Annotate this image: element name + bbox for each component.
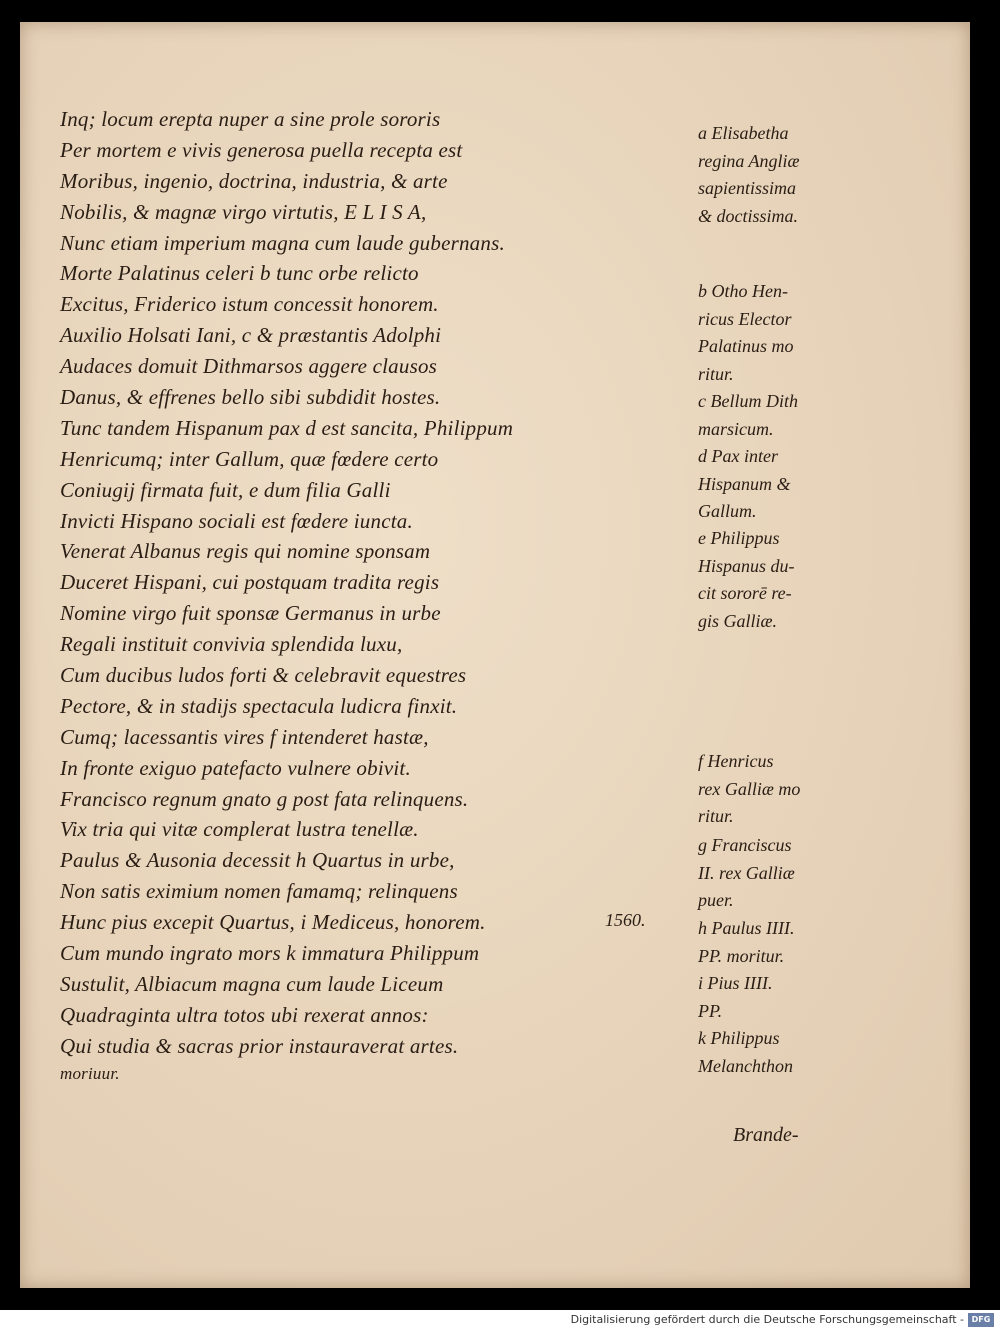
verse-line: Vix tria qui vitæ complerat lustra tenellæ. <box>60 817 419 842</box>
verse-line: Excitus, Friderico istum concessit honorem. <box>60 292 439 317</box>
margin-note <box>698 970 838 1025</box>
margin-note-line: c Bellum Dith <box>698 391 798 411</box>
verse-line: Per mortem e vivis generosa puella recepta est <box>60 137 463 162</box>
verse-line: Non satis eximium nomen famamq; relinquens <box>60 879 458 904</box>
verse-line: Venerat Albanus regis qui nomine sponsam <box>60 539 431 564</box>
verse-line: Regali instituit convivia splendida luxu, <box>60 632 403 657</box>
verse-line: Nunc etiam imperium magna cum laude gubernans. <box>60 230 505 255</box>
margin-note <box>698 1025 838 1080</box>
verse-line: Quadraginta ultra totos ubi rexerat annos: <box>60 1002 429 1027</box>
margin-note-line: ricus Elector <box>698 308 792 329</box>
margin-note-line: d Pax inter <box>698 446 778 466</box>
verse-line: Cum mundo ingrato mors k immatura Philippum <box>60 941 480 966</box>
verse-line: Sustulit, Albiacum magna cum laude Liceum <box>60 971 444 996</box>
verse-line: Nobilis, & magnæ virgo virtutis, E L I S A, <box>60 199 427 224</box>
margin-note <box>698 278 838 388</box>
verse-line: Cumq; lacessantis vires f intenderet hastæ, <box>60 724 429 749</box>
margin-note-line: e Philippus <box>698 528 780 548</box>
verse-line: Pectore, & in stadijs spectacula ludicra finxit. <box>60 693 458 718</box>
verse-line: Nomine virgo fuit sponsæ Germanus in urbe <box>60 601 441 626</box>
margin-note <box>698 832 838 915</box>
verse-line: In fronte exiguo patefacto vulnere obivit. <box>60 755 411 780</box>
verse-line: Inq; locum erepta nuper a sine prole sororis <box>60 107 441 131</box>
margin-note-line: h Paulus IIII. <box>698 918 795 938</box>
margin-note-line: puer. <box>698 890 734 910</box>
main-verse-text <box>60 104 660 1086</box>
margin-note <box>698 525 838 635</box>
verse-line: Paulus & Ausonia decessit h Quartus in urbe, <box>60 848 455 873</box>
margin-note <box>698 388 838 443</box>
margin-note-line: & doctissima. <box>698 205 799 226</box>
margin-note-line: b Otho Hen- <box>698 281 788 301</box>
verse-line: Morte Palatinus celeri b tunc orbe relicto <box>60 261 419 286</box>
verse-line: Hunc pius excepit Quartus, i Mediceus, honorem. <box>60 910 486 935</box>
margin-note-line: Melanchthon <box>698 1055 793 1076</box>
catchword: Brande- <box>733 1124 799 1146</box>
margin-note <box>698 120 838 230</box>
margin-note-line: Hispanus du- <box>698 555 795 576</box>
verse-line: Henricumq; inter Gallum, quæ fœdere certo <box>60 446 439 471</box>
verse-line: Coniugij firmata fuit, e dum filia Galli <box>60 477 391 502</box>
margin-note-line: g Franciscus <box>698 835 792 855</box>
margin-note <box>698 748 838 831</box>
verse-line: Invicti Hispano sociali est fœdere iuncta. <box>60 508 413 533</box>
verse-line: Auxilio Holsati Iani, c & præstantis Adolphi <box>60 323 442 348</box>
margin-note-line: II. rex Galliæ <box>698 862 795 883</box>
verse-line: Duceret Hispani, cui postquam tradita regis <box>60 570 440 595</box>
margin-note-line: i Pius IIII. <box>698 973 773 993</box>
margin-note-line: Gallum. <box>698 501 757 521</box>
margin-note-line: cit sororē re- <box>698 583 792 603</box>
verse-line-continuation: moriuur. <box>60 1063 120 1083</box>
footer-bar <box>0 1310 1000 1331</box>
margin-note-line: PP. <box>698 1000 723 1021</box>
margin-note-line: Hispanum & <box>698 473 791 494</box>
margin-note-line: marsicum. <box>698 418 774 439</box>
margin-note-line: a Elisabetha <box>698 123 789 143</box>
verse-line: Audaces domuit Dithmarsos aggere clausos <box>60 354 438 379</box>
verse-line: Cum ducibus ludos forti & celebravit equestres <box>60 663 467 688</box>
verse-line: Tunc tandem Hispanum pax d est sancita, Philippum <box>60 415 514 440</box>
margin-note-line: sapientissima <box>698 178 797 198</box>
margin-note <box>698 443 838 526</box>
dfg-logo: DFG <box>968 1313 994 1327</box>
margin-note-line: ritur. <box>698 363 734 384</box>
verse-line: Qui studia & sacras prior instauraverat artes. <box>60 1033 459 1058</box>
year-marginal: 1560. <box>605 910 646 930</box>
book-page <box>20 22 970 1288</box>
margin-note-line: PP. moritur. <box>698 945 785 966</box>
margin-note-line: ritur. <box>698 806 734 826</box>
verse-line: Danus, & effrenes bello sibi subdidit hostes. <box>60 385 441 410</box>
margin-note-line: rex Galliæ mo <box>698 778 801 799</box>
verse-line: Francisco regnum gnato g post fata relinquens. <box>60 786 469 811</box>
footer-credit: Digitalisierung gefördert durch die Deutsche Forschungsgemeinschaft - <box>570 1313 964 1326</box>
verse-line: Moribus, ingenio, doctrina, industria, & arte <box>60 168 448 193</box>
margin-note-line: f Henricus <box>698 751 774 771</box>
margin-note <box>698 915 838 970</box>
margin-note-line: regina Angliæ <box>698 150 800 171</box>
margin-note-line: k Philippus <box>698 1028 780 1048</box>
margin-note-line: gis Galliæ. <box>698 610 778 631</box>
margin-note-line: Palatinus mo <box>698 336 794 356</box>
